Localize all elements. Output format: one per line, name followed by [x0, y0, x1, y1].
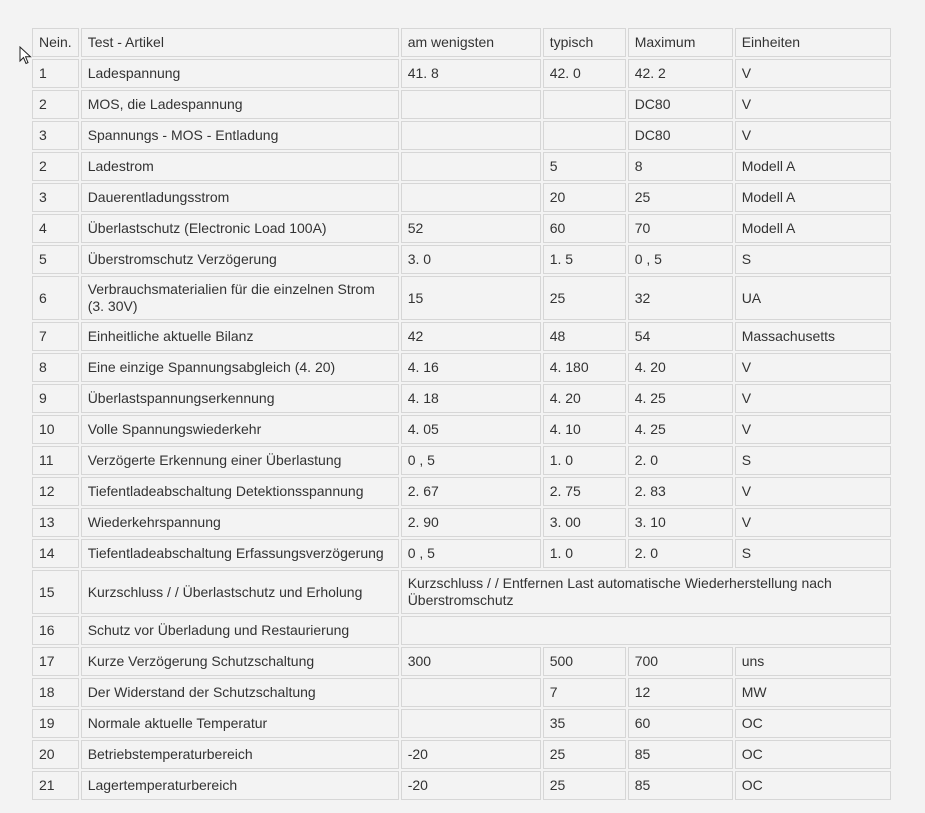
cell-item: Schutz vor Überladung und Restaurierung	[81, 616, 399, 645]
cell-typ: 20	[543, 183, 626, 212]
cell-min: 52	[401, 214, 541, 243]
cell-no: 20	[32, 740, 79, 769]
cell-typ: 5	[543, 152, 626, 181]
table-row	[32, 771, 891, 800]
cell-item: Lagertemperaturbereich	[81, 771, 399, 800]
cell-unit: V	[735, 415, 891, 444]
cell-max: 4. 25	[628, 384, 733, 413]
table-row	[32, 740, 891, 769]
cell-item: Tiefentladeabschaltung Detektionsspannung	[81, 477, 399, 506]
cell-no: 12	[32, 477, 79, 506]
cell-max: 85	[628, 740, 733, 769]
cell-typ: 35	[543, 709, 626, 738]
table-row	[32, 214, 891, 243]
spec-table	[30, 26, 893, 802]
table-row	[32, 647, 891, 676]
cell-max: 25	[628, 183, 733, 212]
cell-no: 14	[32, 539, 79, 568]
cell-max: 700	[628, 647, 733, 676]
cell-typ: 500	[543, 647, 626, 676]
cell-unit: V	[735, 59, 891, 88]
cell-unit: OC	[735, 709, 891, 738]
cell-min	[401, 709, 541, 738]
cell-min: 42	[401, 322, 541, 351]
cell-no: 13	[32, 508, 79, 537]
cell-typ: 1. 0	[543, 539, 626, 568]
table-row	[32, 152, 891, 181]
cell-no: 19	[32, 709, 79, 738]
column-header-max: Maximum	[628, 28, 733, 57]
table-row	[32, 415, 891, 444]
cell-min: 0 , 5	[401, 539, 541, 568]
table-row	[32, 446, 891, 475]
cell-min: -20	[401, 740, 541, 769]
cell-typ	[543, 121, 626, 150]
table-row	[32, 90, 891, 119]
cell-max: 4. 25	[628, 415, 733, 444]
cell-unit: S	[735, 446, 891, 475]
cell-item: Überstromschutz Verzögerung	[81, 245, 399, 274]
column-header-item: Test - Artikel	[81, 28, 399, 57]
cell-unit: V	[735, 384, 891, 413]
table-header-row	[32, 28, 891, 57]
cell-max: 85	[628, 771, 733, 800]
cell-max: 60	[628, 709, 733, 738]
cell-item: Dauerentladungsstrom	[81, 183, 399, 212]
cell-min: 15	[401, 276, 541, 320]
cell-item: Volle Spannungswiederkehr	[81, 415, 399, 444]
cell-min	[401, 121, 541, 150]
cell-unit: UA	[735, 276, 891, 320]
table-row	[32, 477, 891, 506]
cell-typ: 7	[543, 678, 626, 707]
cell-no: 9	[32, 384, 79, 413]
cell-min: 0 , 5	[401, 446, 541, 475]
cell-no: 8	[32, 353, 79, 382]
cell-no: 16	[32, 616, 79, 645]
cell-no: 11	[32, 446, 79, 475]
cell-max: 8	[628, 152, 733, 181]
cell-min: 2. 67	[401, 477, 541, 506]
cell-typ: 48	[543, 322, 626, 351]
cell-unit: S	[735, 539, 891, 568]
cell-item: Ladestrom	[81, 152, 399, 181]
mouse-pointer-icon	[19, 46, 33, 66]
cell-item: Kurze Verzögerung Schutzschaltung	[81, 647, 399, 676]
spec-table-body	[32, 28, 891, 800]
cell-max: 42. 2	[628, 59, 733, 88]
cell-typ: 25	[543, 276, 626, 320]
column-header-typ: typisch	[543, 28, 626, 57]
cell-typ: 25	[543, 740, 626, 769]
table-row	[32, 709, 891, 738]
cell-unit: Modell A	[735, 214, 891, 243]
cell-typ: 60	[543, 214, 626, 243]
cell-unit: V	[735, 90, 891, 119]
cell-no: 7	[32, 322, 79, 351]
cell-item: Normale aktuelle Temperatur	[81, 709, 399, 738]
cell-min	[401, 183, 541, 212]
table-row	[32, 508, 891, 537]
table-row	[32, 353, 891, 382]
column-header-min: am wenigsten	[401, 28, 541, 57]
cell-item: Der Widerstand der Schutzschaltung	[81, 678, 399, 707]
cell-max: 4. 20	[628, 353, 733, 382]
column-header-unit: Einheiten	[735, 28, 891, 57]
cell-typ: 2. 75	[543, 477, 626, 506]
table-row	[32, 570, 891, 614]
table-row	[32, 616, 891, 645]
cell-no: 2	[32, 90, 79, 119]
cell-item: MOS, die Ladespannung	[81, 90, 399, 119]
cell-no: 21	[32, 771, 79, 800]
cell-no: 3	[32, 121, 79, 150]
cell-item: Kurzschluss / / Überlastschutz und Erholung	[81, 570, 399, 614]
cell-unit: OC	[735, 740, 891, 769]
table-row	[32, 245, 891, 274]
table-row	[32, 322, 891, 351]
cell-max: DC80	[628, 121, 733, 150]
cell-item: Überlastspannungserkennung	[81, 384, 399, 413]
cell-max: 32	[628, 276, 733, 320]
column-header-no: Nein.	[32, 28, 79, 57]
table-row	[32, 121, 891, 150]
cell-typ: 25	[543, 771, 626, 800]
cell-min: 41. 8	[401, 59, 541, 88]
table-row	[32, 59, 891, 88]
cell-typ: 4. 20	[543, 384, 626, 413]
cell-unit: V	[735, 121, 891, 150]
cell-typ: 1. 0	[543, 446, 626, 475]
cell-item: Betriebstemperaturbereich	[81, 740, 399, 769]
cell-min: 2. 90	[401, 508, 541, 537]
cell-no: 18	[32, 678, 79, 707]
cell-item: Eine einzige Spannungsabgleich (4. 20)	[81, 353, 399, 382]
cell-no: 3	[32, 183, 79, 212]
cell-typ: 1. 5	[543, 245, 626, 274]
cell-unit: V	[735, 508, 891, 537]
cell-unit: uns	[735, 647, 891, 676]
cell-typ	[543, 90, 626, 119]
cell-no: 10	[32, 415, 79, 444]
cell-max: 54	[628, 322, 733, 351]
cell-max: 2. 0	[628, 446, 733, 475]
cell-merged-description	[401, 616, 891, 645]
cell-max: 0 , 5	[628, 245, 733, 274]
cell-unit: OC	[735, 771, 891, 800]
cell-no: 17	[32, 647, 79, 676]
table-row	[32, 183, 891, 212]
cell-no: 15	[32, 570, 79, 614]
cell-unit: V	[735, 353, 891, 382]
cell-no: 4	[32, 214, 79, 243]
cell-unit: MW	[735, 678, 891, 707]
cell-no: 1	[32, 59, 79, 88]
cell-max: 2. 0	[628, 539, 733, 568]
cell-item: Wiederkehrspannung	[81, 508, 399, 537]
cell-min: 4. 16	[401, 353, 541, 382]
cell-unit: Modell A	[735, 183, 891, 212]
cell-min: 4. 05	[401, 415, 541, 444]
cell-unit: Massachusetts	[735, 322, 891, 351]
cell-typ: 3. 00	[543, 508, 626, 537]
cell-min	[401, 90, 541, 119]
cell-unit: Modell A	[735, 152, 891, 181]
cell-typ: 42. 0	[543, 59, 626, 88]
cell-typ: 4. 180	[543, 353, 626, 382]
cell-merged-description: Kurzschluss / / Entfernen Last automatische Wiederherstellung nach Überstromschutz	[401, 570, 891, 614]
cell-item: Überlastschutz (Electronic Load 100A)	[81, 214, 399, 243]
table-row	[32, 384, 891, 413]
cell-min: 4. 18	[401, 384, 541, 413]
cell-max: 70	[628, 214, 733, 243]
table-row	[32, 678, 891, 707]
table-row	[32, 276, 891, 320]
cell-min	[401, 678, 541, 707]
cell-item: Spannungs - MOS - Entladung	[81, 121, 399, 150]
cell-min	[401, 152, 541, 181]
cell-unit: S	[735, 245, 891, 274]
cell-max: 3. 10	[628, 508, 733, 537]
cell-min: 300	[401, 647, 541, 676]
cell-unit: V	[735, 477, 891, 506]
cell-item: Tiefentladeabschaltung Erfassungsverzögerung	[81, 539, 399, 568]
cell-item: Verzögerte Erkennung einer Überlastung	[81, 446, 399, 475]
cell-max: DC80	[628, 90, 733, 119]
cell-item: Verbrauchsmaterialien für die einzelnen Strom (3. 30V)	[81, 276, 399, 320]
cell-max: 2. 83	[628, 477, 733, 506]
cell-max: 12	[628, 678, 733, 707]
cell-min: 3. 0	[401, 245, 541, 274]
cell-item: Einheitliche aktuelle Bilanz	[81, 322, 399, 351]
cell-no: 2	[32, 152, 79, 181]
cell-no: 6	[32, 276, 79, 320]
cell-typ: 4. 10	[543, 415, 626, 444]
cell-no: 5	[32, 245, 79, 274]
cell-item: Ladespannung	[81, 59, 399, 88]
cell-min: -20	[401, 771, 541, 800]
table-row	[32, 539, 891, 568]
